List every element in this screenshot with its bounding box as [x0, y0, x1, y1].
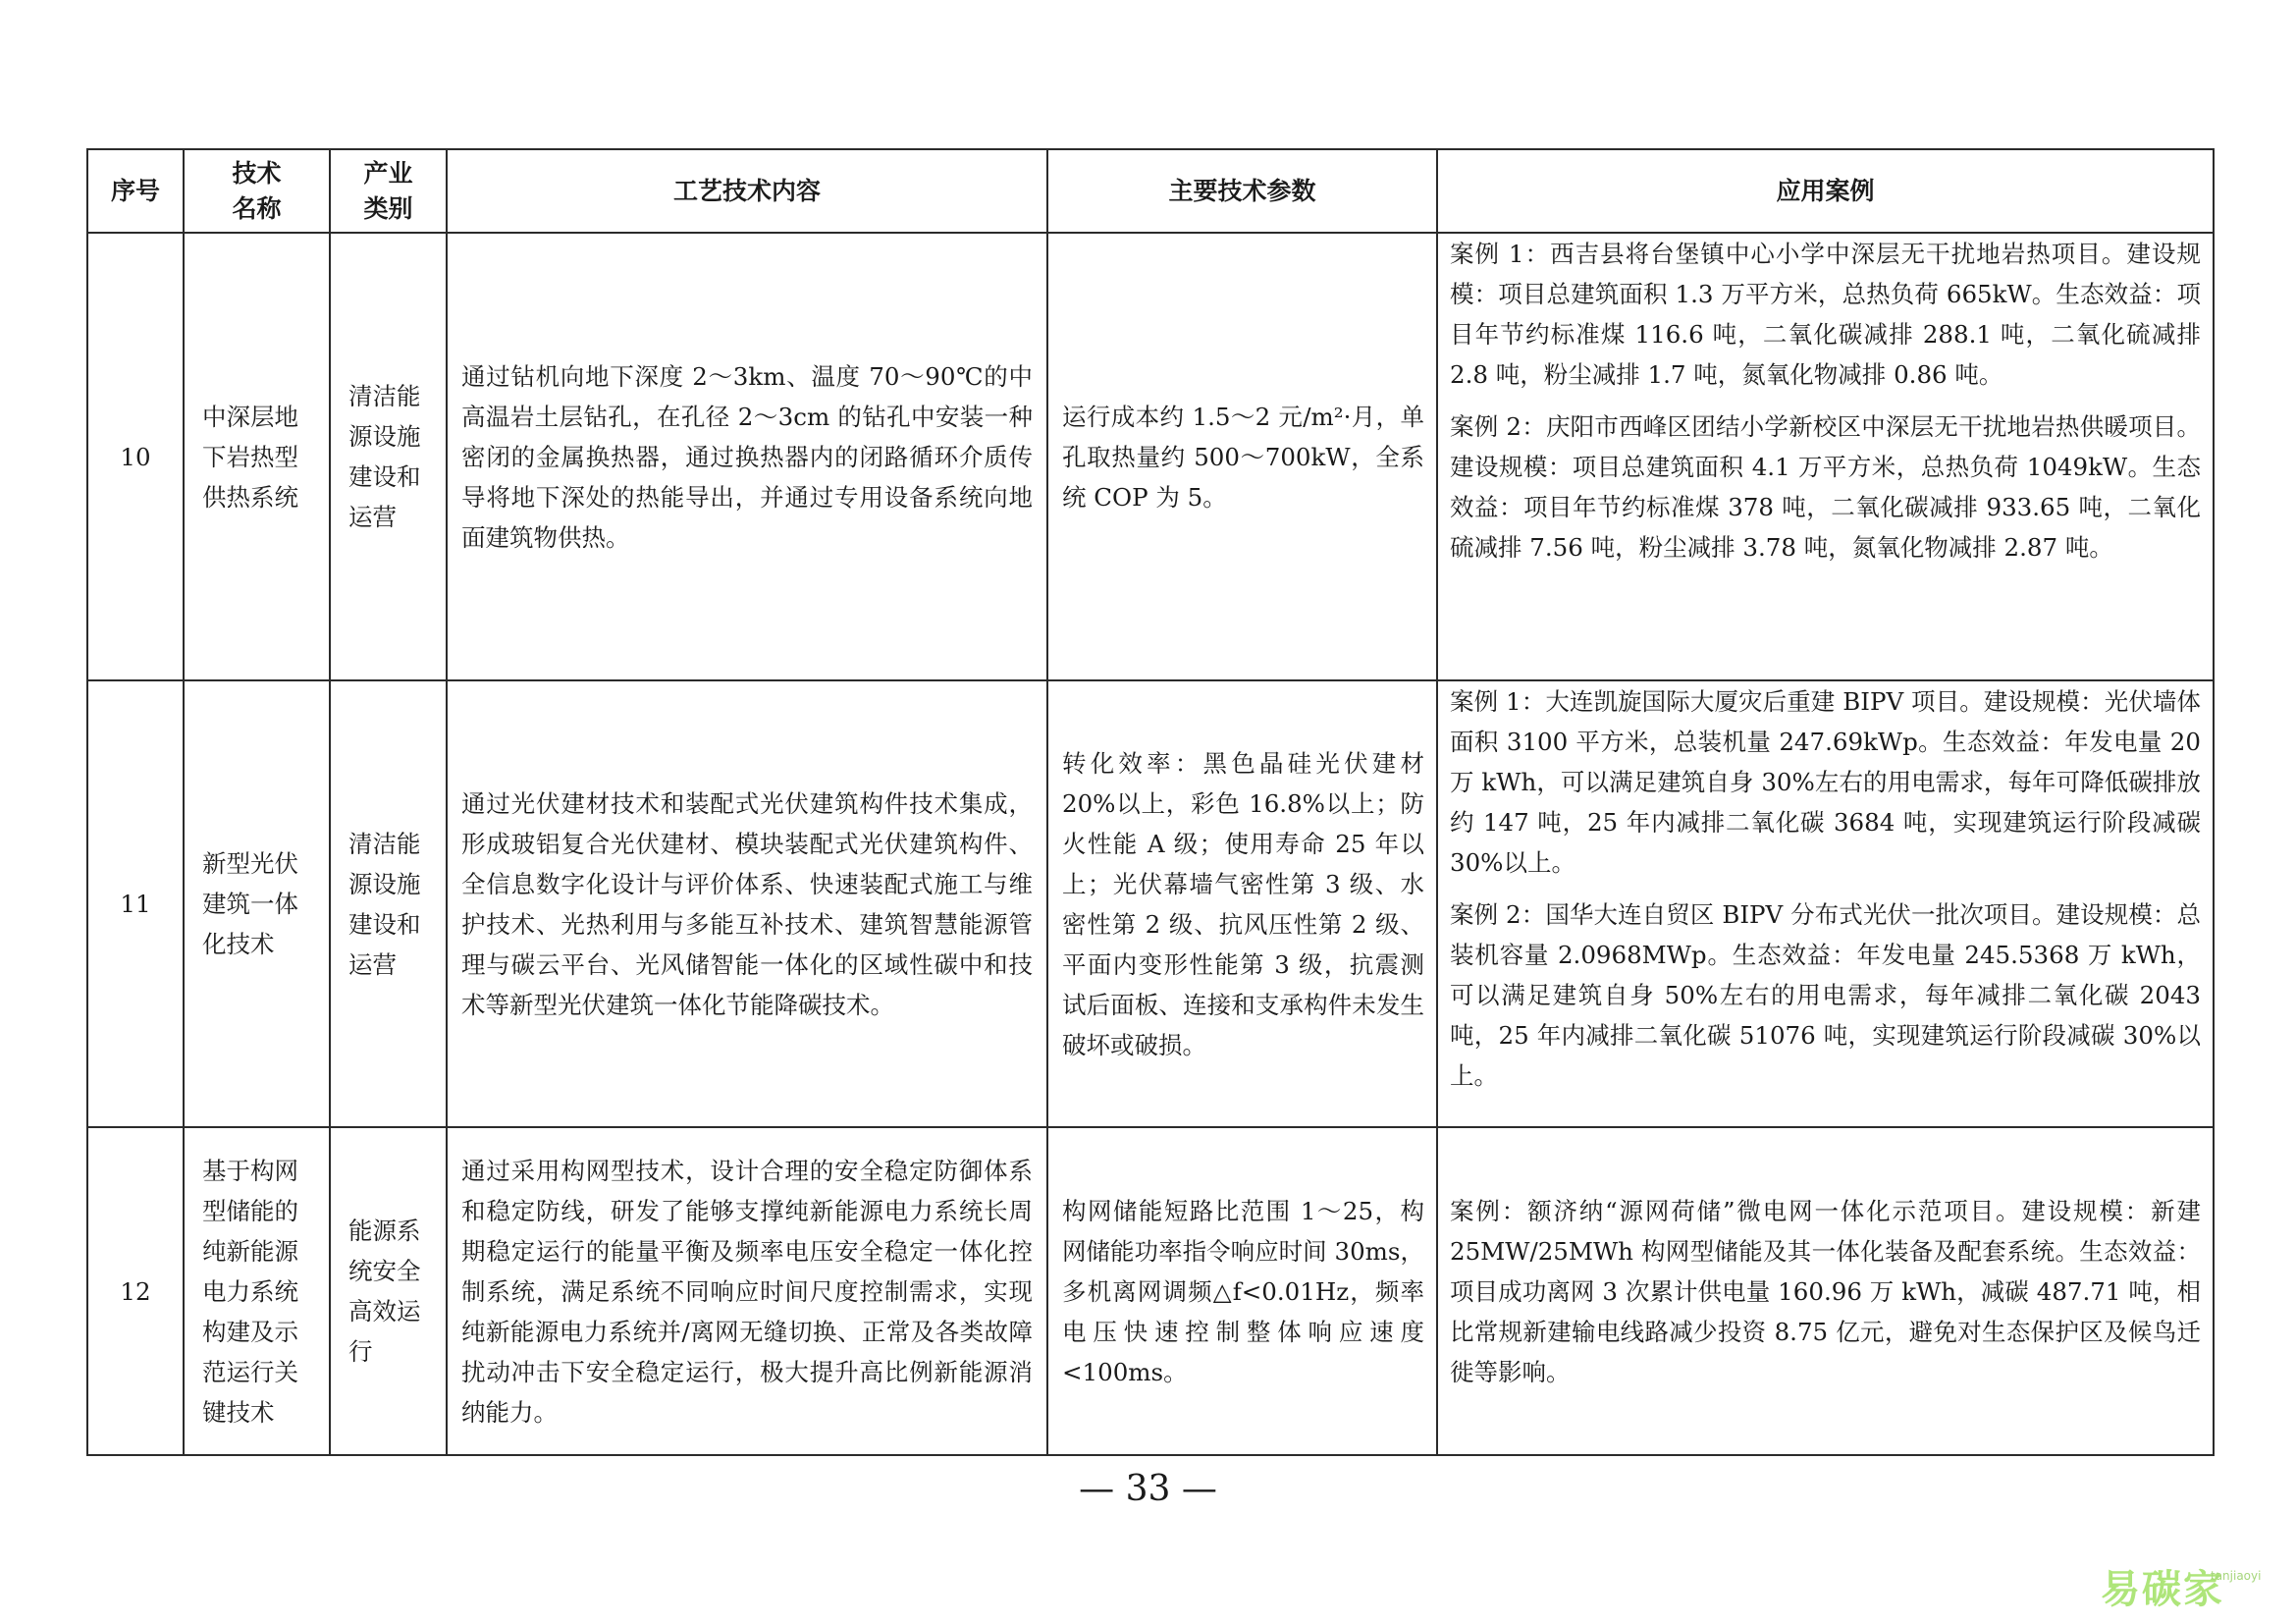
header-row — [87, 149, 2214, 233]
case-item: 案例 1：西吉县将台堡镇中心小学中深层无干扰地岩热项目。建设规模：项目总建筑面积 1.3 万平方米，总热负荷 665kW。生态效益：项目年节约标准煤 116.6 吨，二氧化碳减排 288.1 吨，二氧化硫减排 2.8 吨，粉尘减排 1.7 吨，氮氧化物减排 0.86 吨。 — [1450, 240, 2201, 389]
header-process: 工艺技术内容 — [447, 149, 1047, 233]
page-number: — 33 — — [1079, 1469, 1217, 1509]
process-content: 通过光伏建材技术和装配式光伏建筑构件技术集成，形成玻铝复合光伏建材、模块装配式光伏建筑构件、全信息数字化设计与评价体系、快速装配式施工与维护技术、光热利用与多能互补技术、建筑智慧能源管理与碳云平台、光风储智能一体化的区域性碳中和技术等新型光伏建筑一体化节能降碳技术。 — [447, 680, 1047, 1127]
process-content: 通过采用构网型技术，设计合理的安全稳定防御体系和稳定防线，研发了能够支撑纯新能源电力系统长周期稳定运行的能量平衡及频率电压安全稳定一体化控制系统，满足系统不同响应时间尺度控制需求，实现纯新能源电力系统并/离网无缝切换、正常及各类故障扰动冲击下安全稳定运行，极大提升高比例新能源消纳能力。 — [447, 1127, 1047, 1455]
application-cases — [1437, 1127, 2214, 1455]
technical-params: 运行成本约 1.5～2 元/m²·月，单孔取热量约 500～700kW，全系统 COP 为 5。 — [1047, 233, 1437, 680]
industry-category: 能源系统安全高效运行 — [330, 1127, 447, 1455]
header-name: 技术 名称 — [184, 149, 330, 233]
case-item: 案例 2：国华大连自贸区 BIPV 分布式光伏一批次项目。建设规模：总装机容量 2.0968MWp。生态效益：年发电量 245.5368 万 kWh，可以满足建筑自身 50%左右的用电需求，每年减排二氧化碳 2043 吨，25 年内减排二氧化碳 51076 吨，实现建筑运行阶段减碳 30%以上。 — [1450, 900, 2201, 1090]
application-cases — [1437, 680, 2214, 1127]
header-category: 产业 类别 — [330, 149, 447, 233]
header-cases: 应用案例 — [1437, 149, 2214, 233]
technology-name: 新型光伏建筑一体化技术 — [184, 680, 330, 1127]
technical-params: 转化效率：黑色晶硅光伏建材 20%以上，彩色 16.8%以上；防火性能 A 级；使用寿命 25 年以上；光伏幕墙气密性第 3 级、水密性第 2 级、抗风压性第 2 级、平面内变形性能第 3 级，抗震测试后面板、连接和支承构件未发生破坏或破损。 — [1047, 680, 1437, 1127]
watermark-subtext: tanjiaoyi — [2211, 1569, 2262, 1583]
case-item: 案例 2：庆阳市西峰区团结小学新校区中深层无干扰地岩热供暖项目。建设规模：项目总建筑面积 4.1 万平方米，总热负荷 1049kW。生态效益：项目年节约标准煤 378 吨，二氧化碳减排 933.65 吨，二氧化硫减排 7.56 吨，粉尘减排 3.78 吨，氮氧化物减排 2.87 吨。 — [1450, 412, 2201, 562]
technology-table — [86, 148, 2215, 1456]
table-row — [87, 1127, 2214, 1455]
application-cases — [1437, 233, 2214, 680]
technology-name: 基于构网型储能的纯新能源电力系统构建及示范运行关键技术 — [184, 1127, 330, 1455]
technology-name: 中深层地下岩热型供热系统 — [184, 233, 330, 680]
process-content: 通过钻机向地下深度 2～3km、温度 70～90℃的中高温岩土层钻孔，在孔径 2～3cm 的钻孔中安装一种密闭的金属换热器，通过换热器内的闭路循环介质传导将地下深处的热能导出，并通过专用设备系统向地面建筑物供热。 — [447, 233, 1047, 680]
industry-category: 清洁能源设施建设和运营 — [330, 680, 447, 1127]
technical-params: 构网储能短路比范围 1～25，构网储能功率指令响应时间 30ms，多机离网调频△f<0.01Hz，频率电压快速控制整体响应速度<100ms。 — [1047, 1127, 1437, 1455]
table-row — [87, 680, 2214, 1127]
header-params: 主要技术参数 — [1047, 149, 1437, 233]
watermark-text: 易碳家 — [2101, 1567, 2224, 1612]
watermark-logo — [2101, 1563, 2287, 1616]
row-number: 12 — [87, 1127, 184, 1455]
table-row — [87, 233, 2214, 680]
case-item: 案例 1：大连凯旋国际大厦灾后重建 BIPV 项目。建设规模：光伏墙体面积 3100 平方米，总装机量 247.69kWp。生态效益：年发电量 20 万 kWh，可以满足建筑自身 30%左右的用电需求，每年可降低碳排放约 147 吨，25 年内减排二氧化碳 3684 吨，实现建筑运行阶段减碳 30%以上。 — [1450, 687, 2201, 877]
industry-category: 清洁能源设施建设和运营 — [330, 233, 447, 680]
row-number: 11 — [87, 680, 184, 1127]
header-no: 序号 — [87, 149, 184, 233]
case-item: 案例：额济纳“源网荷储”微电网一体化示范项目。建设规模：新建 25MW/25MWh 构网型储能及其一体化装备及配套系统。生态效益：项目成功离网 3 次累计供电量 160.96 万 kWh，减碳 487.71 吨，相比常规新建输电线路减少投资 8.75 亿元，避免对生态保护区及候鸟迁徙等影响。 — [1450, 1196, 2201, 1386]
row-number: 10 — [87, 233, 184, 680]
